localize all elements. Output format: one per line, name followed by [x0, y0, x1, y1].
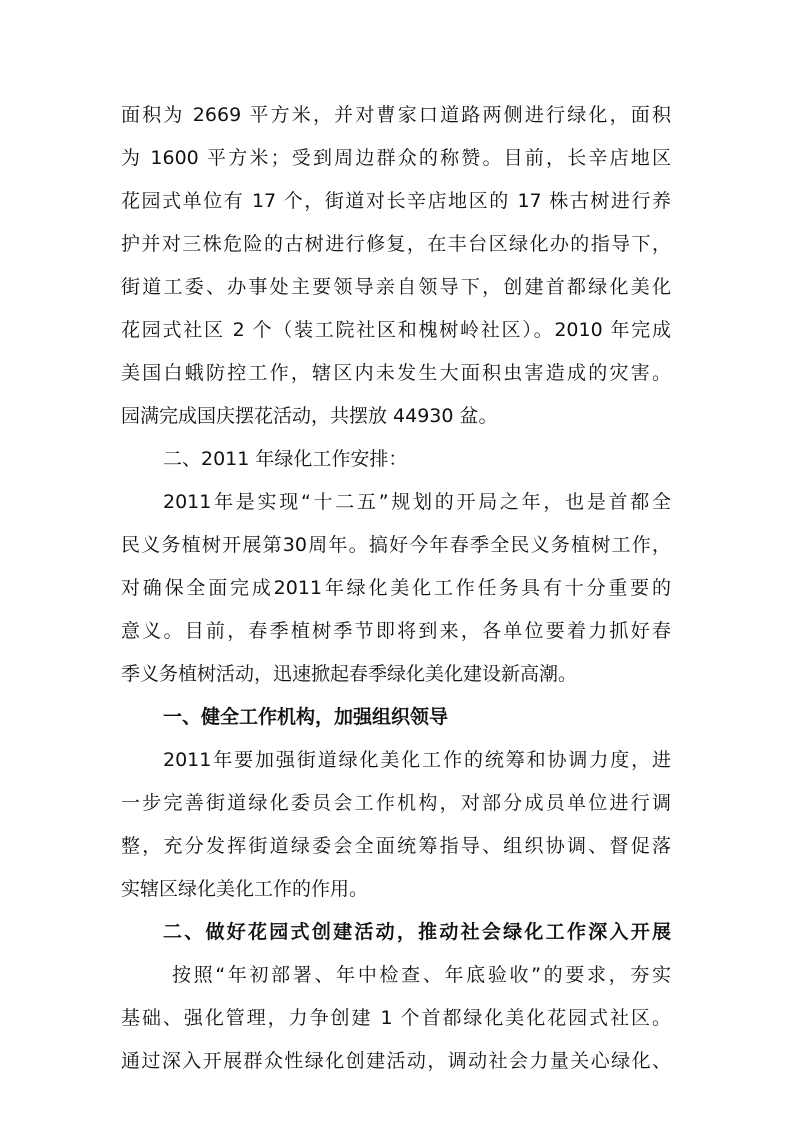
paragraph-line: 对确保全面完成2011年绿化美化工作任务具有十分重要的	[121, 577, 671, 599]
paragraph-line: 街道工委、办事处主要领导亲自领导下，创建首都绿化美化	[121, 276, 671, 298]
paragraph-line: 民义务植树开展第30周年。搞好今年春季全民义务植树工作，	[121, 534, 671, 556]
subsection-heading: 二、做好花园式创建活动，推动社会绿化工作深入开展	[163, 921, 671, 943]
paragraph-line: 一步完善街道绿化委员会工作机构，对部分成员单位进行调	[121, 792, 671, 814]
paragraph-line: 实辖区绿化美化工作的作用。	[121, 878, 369, 900]
paragraph-line: 季义务植树活动，迅速掀起春季绿化美化建设新高潮。	[121, 663, 578, 685]
paragraph-line: 2011年要加强街道绿化美化工作的统筹和协调力度，进	[163, 749, 671, 771]
paragraph-line: 按照“年初部署、年中检查、年底验收”的要求，夯实	[172, 964, 671, 986]
paragraph-line: 花园式社区 2 个（装工院社区和槐树岭社区）。2010 年完成	[121, 319, 671, 341]
subsection-heading: 一、健全工作机构，加强组织领导	[163, 706, 449, 728]
paragraph-line: 为 1600 平方米；受到周边群众的称赞。目前，长辛店地区	[121, 147, 671, 169]
paragraph-line: 面积为 2669 平方米，并对曹家口道路两侧进行绿化，面积	[121, 104, 671, 126]
paragraph-line: 2011年是实现“十二五”规划的开局之年，也是首都全	[163, 491, 671, 513]
paragraph-line: 通过深入开展群众性绿化创建活动，调动社会力量关心绿化、	[121, 1050, 671, 1072]
paragraph-line: 基础、强化管理，力争创建 1 个首都绿化美化花园式社区。	[121, 1007, 671, 1029]
paragraph-line: 整，充分发挥街道绿委会全面统筹指导、组织协调、督促落	[121, 835, 671, 857]
paragraph-line: 美国白蛾防控工作，辖区内未发生大面积虫害造成的灾害。	[121, 362, 671, 384]
paragraph-line: 花园式单位有 17 个，街道对长辛店地区的 17 株古树进行养	[121, 190, 671, 212]
paragraph-line: 意义。目前，春季植树季节即将到来，各单位要着力抓好春	[121, 620, 671, 642]
paragraph-line: 护并对三株危险的古树进行修复，在丰台区绿化办的指导下，	[121, 233, 671, 255]
section-heading: 二、2011 年绿化工作安排：	[163, 448, 408, 470]
paragraph-line: 园满完成国庆摆花活动，共摆放 44930 盆。	[121, 405, 498, 427]
